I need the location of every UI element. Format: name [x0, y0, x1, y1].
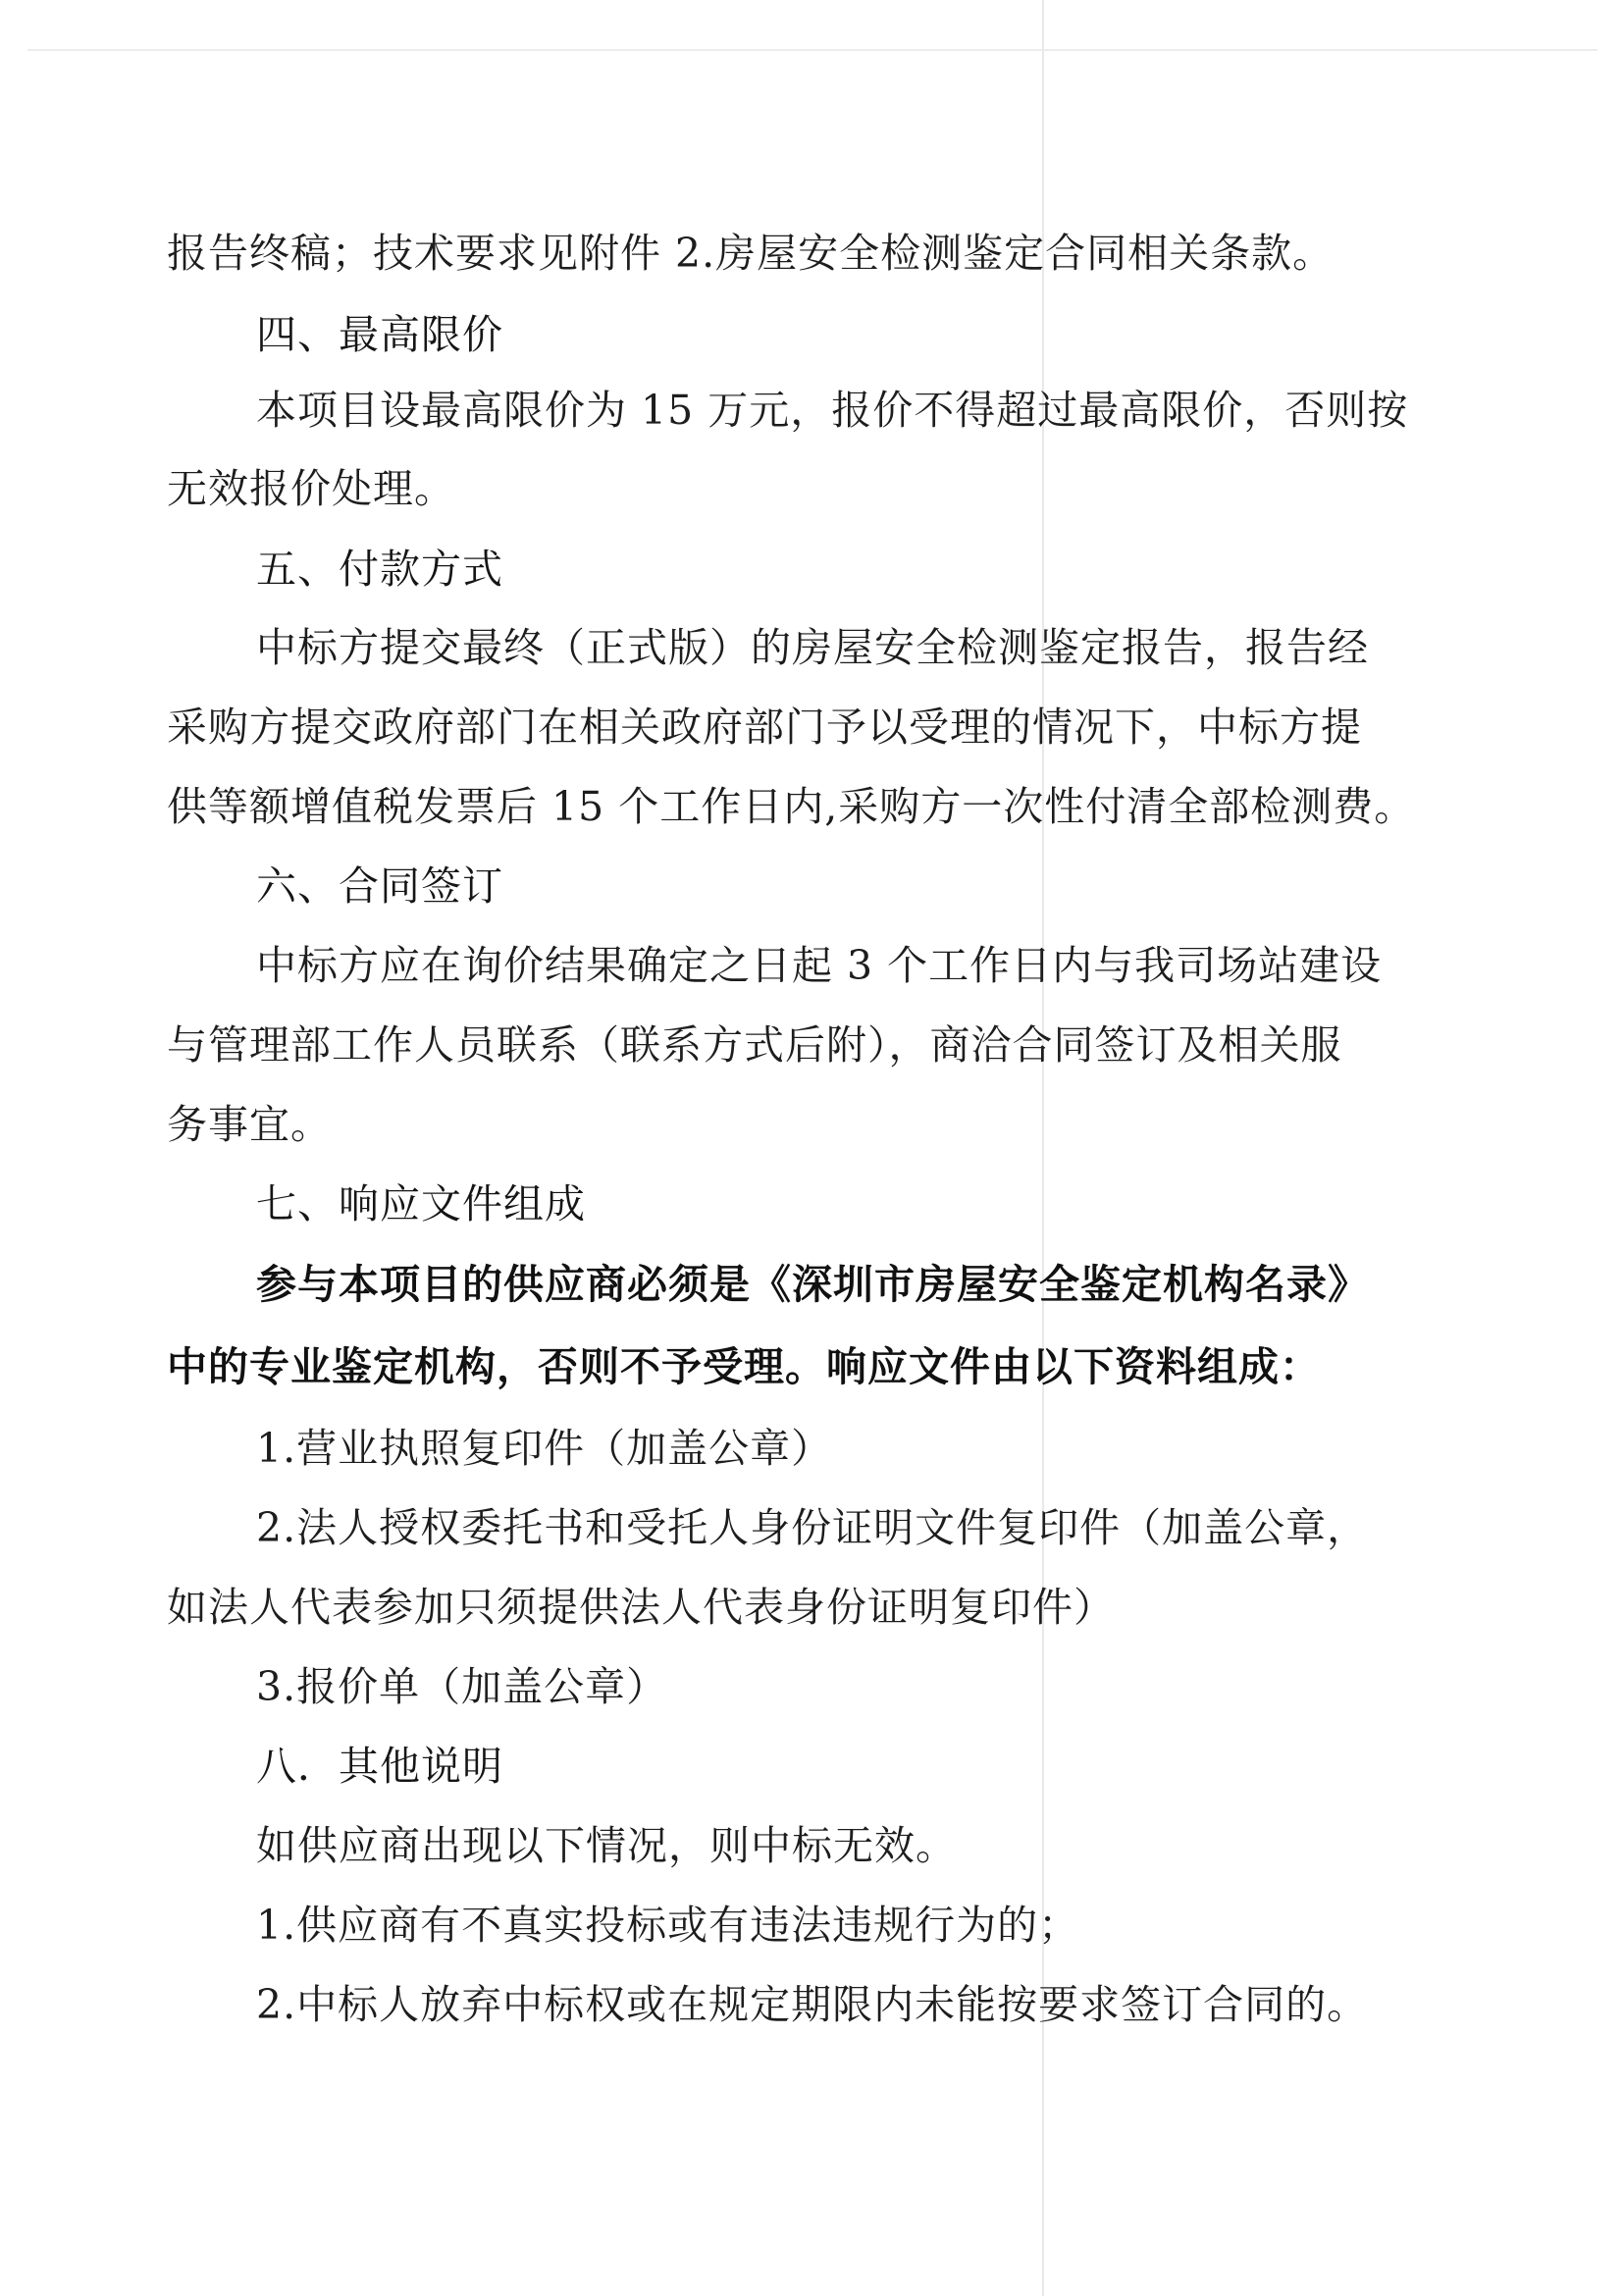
paragraph-response-docs-bold-line-1: 参与本项目的供应商必须是《深圳市房屋安全鉴定机构名录》	[256, 1261, 1369, 1308]
response-doc-item-2-line-2: 如法人代表参加只须提供法人代表身份证明复印件）	[167, 1584, 1115, 1631]
response-doc-item-3: 3.报价单（加盖公章）	[256, 1663, 668, 1710]
response-doc-item-2-line-1: 2.法人授权委托书和受托人身份证明文件复印件（加盖公章，	[256, 1504, 1369, 1551]
paragraph-max-price-line-2: 无效报价处理。	[167, 465, 455, 512]
paragraph-payment-line-1: 中标方提交最终（正式版）的房屋安全检测鉴定报告，报告经	[256, 624, 1369, 671]
paragraph-contract-line-1: 中标方应在询价结果确定之日起 3 个工作日内与我司场站建设	[256, 942, 1383, 989]
other-item-1: 1.供应商有不真实投标或有违法违规行为的；	[256, 1902, 1080, 1949]
paragraph-max-price-line-1: 本项目设最高限价为 15 万元，报价不得超过最高限价，否则按	[256, 387, 1409, 434]
paragraph-payment-line-3: 供等额增值税发票后 15 个工作日内,采购方一次性付清全部检测费。	[167, 783, 1416, 830]
other-item-2: 2.中标人放弃中标权或在规定期限内未能按要求签订合同的。	[256, 1981, 1369, 2028]
line-report-final-tech-requirements: 报告终稿；技术要求见附件 2.房屋安全检测鉴定合同相关条款。	[167, 230, 1335, 277]
response-doc-item-1: 1.营业执照复印件（加盖公章）	[256, 1425, 833, 1472]
paragraph-other-intro: 如供应商出现以下情况，则中标无效。	[256, 1822, 957, 1869]
paragraph-contract-line-3: 务事宜。	[167, 1101, 332, 1148]
paragraph-response-docs-bold-line-2: 中的专业鉴定机构，否则不予受理。响应文件由以下资料组成：	[167, 1343, 1321, 1390]
section-heading-6-contract: 六、合同签订	[256, 862, 503, 910]
section-heading-5-payment: 五、付款方式	[256, 546, 503, 593]
section-heading-8-other: 八．其他说明	[256, 1743, 503, 1790]
paragraph-contract-line-2: 与管理部工作人员联系（联系方式后附），商洽合同签订及相关服	[167, 1021, 1342, 1069]
paragraph-payment-line-2: 采购方提交政府部门在相关政府部门予以受理的情况下，中标方提	[167, 704, 1362, 751]
section-heading-7-response-docs: 七、响应文件组成	[256, 1180, 586, 1227]
section-heading-4-max-price: 四、最高限价	[256, 311, 503, 358]
scan-fold-line	[1042, 0, 1044, 2296]
scan-top-rule	[27, 49, 1597, 51]
